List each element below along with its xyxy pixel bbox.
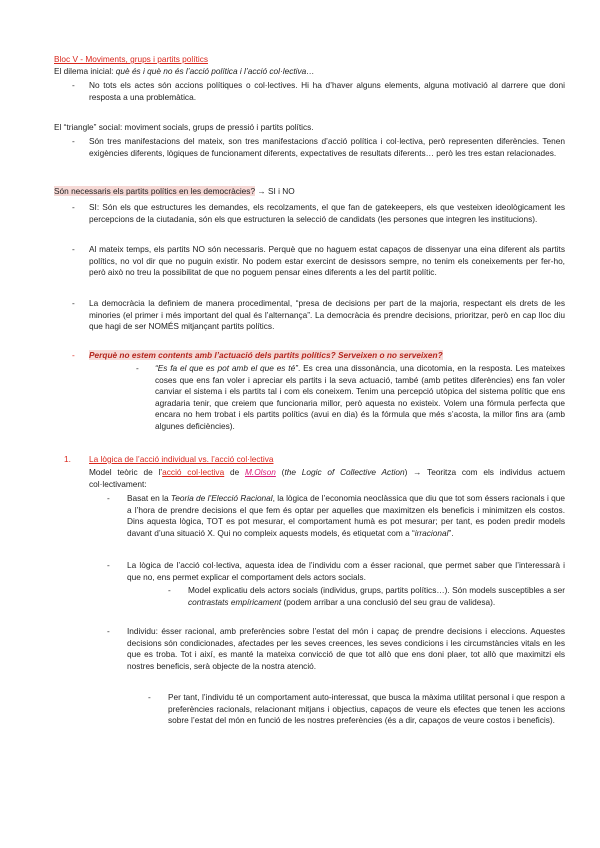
block-title: Bloc V - Moviments, grups i partits polítics: [54, 54, 209, 64]
triangle-heading: El “triangle” social: moviment socials, grups de pressió i partits polítics.: [54, 122, 314, 132]
bullet-dash: -: [107, 626, 110, 636]
model-de: de: [224, 467, 245, 477]
section3-bullet: [127, 493, 565, 539]
bullet-dash: -: [168, 585, 171, 595]
bullet3-sub: Per tant, l’individu té un comportament auto-interessat, que busca la màxima utilitat personal i que respon a preferències racionals, relacionant mitjans i objectius, capaços de veure els efectes que tenen les accions sobre l’estat del món en funció de les nostres preferències (és a dir, capaços de veure costos i beneficis).: [168, 692, 565, 726]
sub-answer: [155, 363, 565, 433]
bullet-dash: -: [72, 244, 75, 254]
dilema-question: què és i què no és l’acció política i l’acció col·lectiva…: [115, 66, 315, 76]
section2-question: Són necessaris els partits polítics en les democràcies?: [54, 186, 256, 196]
section2-bullet: SI: Són els que estructures les demandes, els recolzaments, el que fan de gatekeepers, els que vesteixen ideològicament les percepcions de la ciutadania, són els que estructuren la selecció de candidats (les persones que integren les institucions).: [89, 202, 565, 224]
triangle-bullet: Són tres manifestacions del mateix, son tres manifestacions d’acció política i col·lectiva, però representen diferències. Tenen exigències diferents, lògiques de funcionament diferents, expectatives de resultats diferents… però les tres estan relacionades.: [89, 136, 565, 158]
bullet-dash: -: [107, 493, 110, 503]
bullet2-sub-b: contrastats empíricament: [188, 596, 282, 607]
bullet-dash: -: [72, 80, 75, 90]
model-suffix: → Teoritza com els individus actuem col·lectivament:: [89, 467, 566, 489]
bullet2-sub: [188, 585, 565, 608]
section2-bullet: La democràcia la definiem de manera procedimental, “presa de decisions per part de la majoria, respectant els drets de les minories (el primer i més important del qual és l’alternança”. La democràcia és prendre decisions, prioritzar, però en cap lloc diu que hagi de ser NOMÉS mitjançant partits polítics.: [89, 298, 565, 332]
section3-title: La lògica de l’acció individual vs. l’acció col·lectiva: [89, 454, 274, 464]
bullet-dash: -: [72, 202, 75, 212]
sub-quote: “Es fa el que es pot amb el que es té”: [155, 363, 298, 373]
model-link: acció col·lectiva: [162, 467, 225, 477]
bullet2-sub-c: (podem arribar a una conclusió del seu grau de validesa).: [281, 596, 496, 607]
bullet2-sub-a: Model explicatiu dels actors socials (individus, grups, partits polítics…). Són models susceptibles a ser: [188, 585, 565, 595]
bullet-dash: -: [72, 298, 75, 308]
bullet1-text: , la lògica de l’economia neoclàssica que diu que tot som éssers racionals i que a l’hora de prendre decisions el que fem és optar per aquelles que maximitzen els beneficis i minimitzen els costos. Dins aquesta lògica, TOT es pot mesurar, el comportament humà es pot mesurar; per tant, es poden predir models davant d’una situació X. Qui no compleix aquests models, és etiquetat com a “: [127, 493, 565, 538]
bullet-dash: -: [72, 136, 75, 146]
model-line: Model teòric de l’acció col·lectiva de M.Olson (the Logic of Collective Action) → Teoritza com els individus actuem col·lectivament:: [89, 467, 566, 489]
bullet-dash: -: [148, 692, 151, 702]
section2-heading: [54, 186, 554, 198]
section3-bullet: Individu: ésser racional, amb preferències sobre l’estat del món i capaç de prendre decisions i eleccions. Aquestes decisions són condicionades, afectades per les seves creences, les seves condicions i les circumstàncies vitals en les que es troba. Tot i així, es manté la mateixa convicció de que tot allò que ens doni plaer, tot allò que maximitzi els nostres beneficis, serà objecte de la nostra atenció.: [127, 626, 565, 671]
bullet-dash: -: [107, 560, 110, 570]
model-prefix: Model teòric de l’: [89, 467, 163, 477]
sub-answer-text: . Es crea una dissonància, una dicotomia, en la resposta. Les mateixes coses que ens fan voler i apreciar els partits i la seva actuació, també (amb petites diferències) ens fan voler canviar el sistema i els partits tal i com els coneixem. Tenim una percepció utòpica del sistema polític que ens agradaria tenir, que creiem que funcionaria millor, però aquesta no existeix. Volem una fórmula perfecta que encara no hem trobat i els partits polítics (avui en dia) és la fórmula que més s’acosta, la millor fins ara (amb algunes deficiències).: [155, 363, 566, 431]
dilema-heading: [54, 66, 554, 78]
bullet1-end: ”.: [448, 527, 454, 538]
section3-bullet: La lògica de l’acció col·lectiva, aquesta idea de l’individu com a ésser racional, que permet saber que l’interessarà i que no, ens permet explicar el comportament dels actors socials.: [127, 560, 565, 582]
section3-number: 1.: [64, 454, 71, 464]
section2-answer: → SI i NO: [255, 186, 295, 196]
sub-question-line: [89, 350, 565, 362]
dilema-bullet: No tots els actes són accions polítiques o col·lectives. Hi ha d’haver alguns elements, alguna motivació al darrere que doni resposta a una problemàtica.: [89, 80, 565, 102]
bullet-dash: -: [136, 363, 139, 373]
bullet1-prefix: Basat en la: [127, 493, 171, 503]
bullet-dash: -: [72, 350, 75, 360]
dilema-prefix: El dilema inicial:: [54, 66, 116, 76]
sub-question: Perquè no estem contents amb l’actuació dels partits polítics? Serveixen o no serveixen?: [89, 350, 443, 360]
bullet1-term: Teoria de l’Elecció Racional: [170, 493, 273, 503]
bullet1-irr: irracional: [414, 527, 449, 538]
model-book: the Logic of Collective Action: [284, 467, 405, 477]
section2-bullet: Al mateix temps, els partits NO són necessaris. Perquè que no haguem estat capaços de dissenyar una eina diferent als partits polítics, no vol dir que no puguin existir. No podem estar exercint de desissors sempre, no tenim els coneixements per fer-ho, però això no treu la possibilitat de que no poguem pensar eines diferents a les del partit polític.: [89, 244, 565, 278]
model-author: M.Olson: [245, 467, 276, 477]
